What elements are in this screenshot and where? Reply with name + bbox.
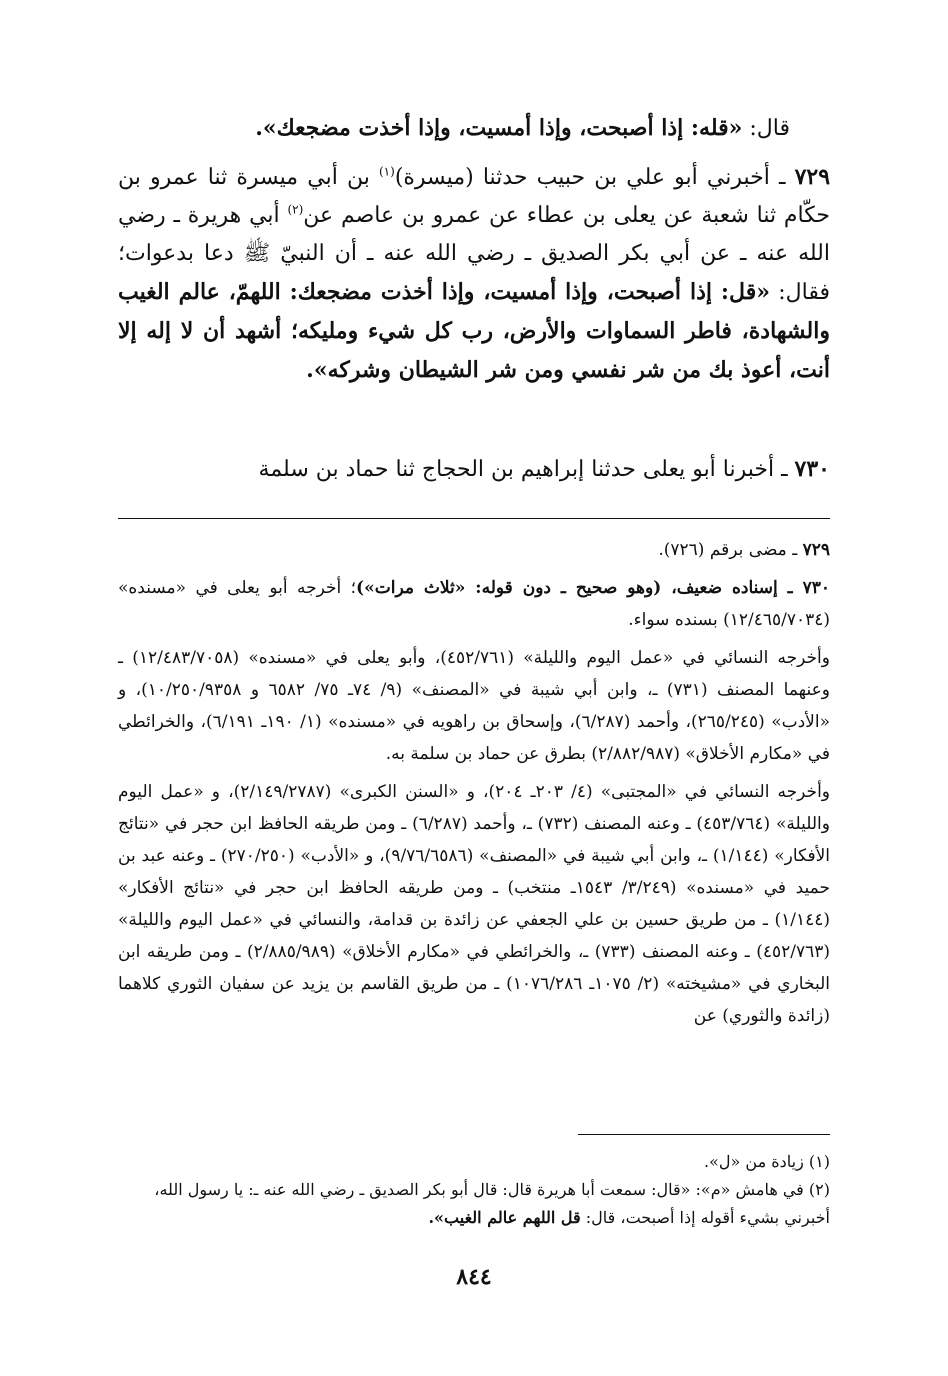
note-paragraph: وأخرجه النسائي في «عمل اليوم والليلة» (٤٥٢/٧٦١)، وأبو يعلى في «مسنده» (١٢/٤٨٣/٧٠٥٨) ـ وعنهما المصنف (٧٣١) ـ، وابن أبي شيبة في «المصنف» (٩/ ٧٤ـ ٧٥/ ٦٥٨٢ و ١٠/٢٥٠/٩٣٥٨)، و «الأدب» (٢٦٥/٢٤٥)، وأحمد (٦/٢٨٧)، وإسحاق بن راهويه في «مسنده» (١/ ١٩٠ـ ٦/١٩١)، والخرائطي في «مكارم الأخلاق» (٢/٨٨٢/٩٨٧) بطرق عن حماد بن سلمة به. xyxy=(118,648,831,764)
hadith-730 xyxy=(118,450,830,489)
main-divider xyxy=(118,518,830,519)
footnote-divider xyxy=(578,1134,830,1135)
hadith-matn: «قل: إذا أصبحت، وإذا أمسيت، وإذا أخذت مضجعك: اللهمّ، عالم الغيب والشهادة، فاطر السماوات والأرض، رب كل شيء ومليكه؛ أشهد أن لا إله إلا أنت، أعوذ بك من شر نفسي ومن شر الشيطان وشركه». xyxy=(118,279,830,383)
heading-bold: «قله: إذا أصبحت، وإذا أمسيت، وإذا أخذت مضجعك». xyxy=(255,115,743,141)
footnote-ref: (١) xyxy=(378,164,395,179)
commentary-notes xyxy=(118,534,830,1038)
note-grading: ـ إسناده ضعيف، (وهو صحيح ـ دون قوله: «ثلاث مرات») xyxy=(356,578,803,598)
note-text: ؛ أخرجه أبو يعلى في «مسنده» (١٢/٤٦٥/٧٠٣٤) بسنده سواء. xyxy=(118,578,830,630)
hadith-text: ـ أخبرني أبو علي بن حبيب حدثنا (ميسرة) xyxy=(394,165,795,190)
hadith-text: أبي هريرة ـ رضي الله عنه ـ عن أبي بكر الصديق ـ رضي الله عنه ـ أن النبيّ ﷺ دعا بدعوات؛ فقال: xyxy=(118,203,830,305)
footnote-bold: قل اللهم عالم الغيب». xyxy=(428,1208,581,1227)
note-729 xyxy=(118,534,830,566)
note-text: ـ مضى برقم (٧٢٦). xyxy=(658,540,803,560)
heading-prefix: قال: xyxy=(742,116,790,141)
hadith-text: بن أبي ميسرة ثنا عمرو بن حكّام ثنا شعبة عن يعلى بن عطاء عن عمرو بن عاصم عن xyxy=(118,165,830,228)
note-number: ٧٢٩ xyxy=(802,540,830,560)
footnote-text: في هامش «م»: «قال: سمعت أبا هريرة قال: قال أبو بكر الصديق ـ رضي الله عنه ـ: يا رسول الله، أخبرني بشيء أقوله إذا أصبحت، قال: xyxy=(154,1180,830,1227)
hadith-number: ٧٢٩ xyxy=(794,164,831,190)
note-730 xyxy=(118,572,830,636)
footnote-1 xyxy=(118,1148,830,1176)
footnote-2 xyxy=(118,1176,830,1232)
footnote-number: (٢) xyxy=(808,1180,830,1199)
footnote-text: زيادة من «ل». xyxy=(704,1152,809,1171)
hadith-number: ٧٣٠ xyxy=(794,456,830,482)
hadith-text: ـ أخبرنا أبو يعلى حدثنا إبراهيم بن الحجاج ثنا حماد بن سلمة xyxy=(258,457,795,482)
note-number: ٧٣٠ xyxy=(802,578,830,598)
footnote-ref: (٢) xyxy=(287,202,304,217)
section-heading xyxy=(118,108,790,149)
footnotes xyxy=(118,1148,830,1232)
page-number: ٨٤٤ xyxy=(456,1264,492,1290)
footnote-number: (١) xyxy=(808,1152,830,1171)
hadith-729 xyxy=(118,158,830,390)
note-paragraph: وأخرجه النسائي في «المجتبى» (٤/ ٢٠٣ـ ٢٠٤)، و «السنن الكبرى» (٢/١٤٩/٢٧٨٧)، و «عمل اليوم والليلة» (٤٥٣/٧٦٤) ـ وعنه المصنف (٧٣٢) ـ، وأحمد (٦/٢٨٧) ـ ومن طريقه الحافظ ابن حجر في «نتائج الأفكار» (١/١٤٤) ـ، وابن أبي شيبة في «المصنف» (٩/٧٦/٦٥٨٦)، و «الأدب» (٢٧٠/٢٥٠) ـ وعنه عبد بن حميد في «مسنده» (٣/٢٤٩/ ١٥٤٣ـ منتخب) ـ ومن طريقه الحافظ ابن حجر في «نتائج الأفكار» (١/١٤٤) ـ من طريق حسين بن علي الجعفي عن زائدة بن قدامة، والنسائي في «عمل اليوم والليلة» (٤٥٢/٧٦٣) ـ وعنه المصنف (٧٣٣) ـ، والخرائطي في «مكارم الأخلاق» (٢/٨٨٥/٩٨٩) ـ ومن طريقه ابن البخاري في «مشيخته» (٢/ ١٠٧٥ـ ١٠٧٦/٢٨٦) ـ من طريق القاسم بن يزيد عن سفيان الثوري كلاهما (زائدة والثوري) عن xyxy=(118,782,830,1026)
